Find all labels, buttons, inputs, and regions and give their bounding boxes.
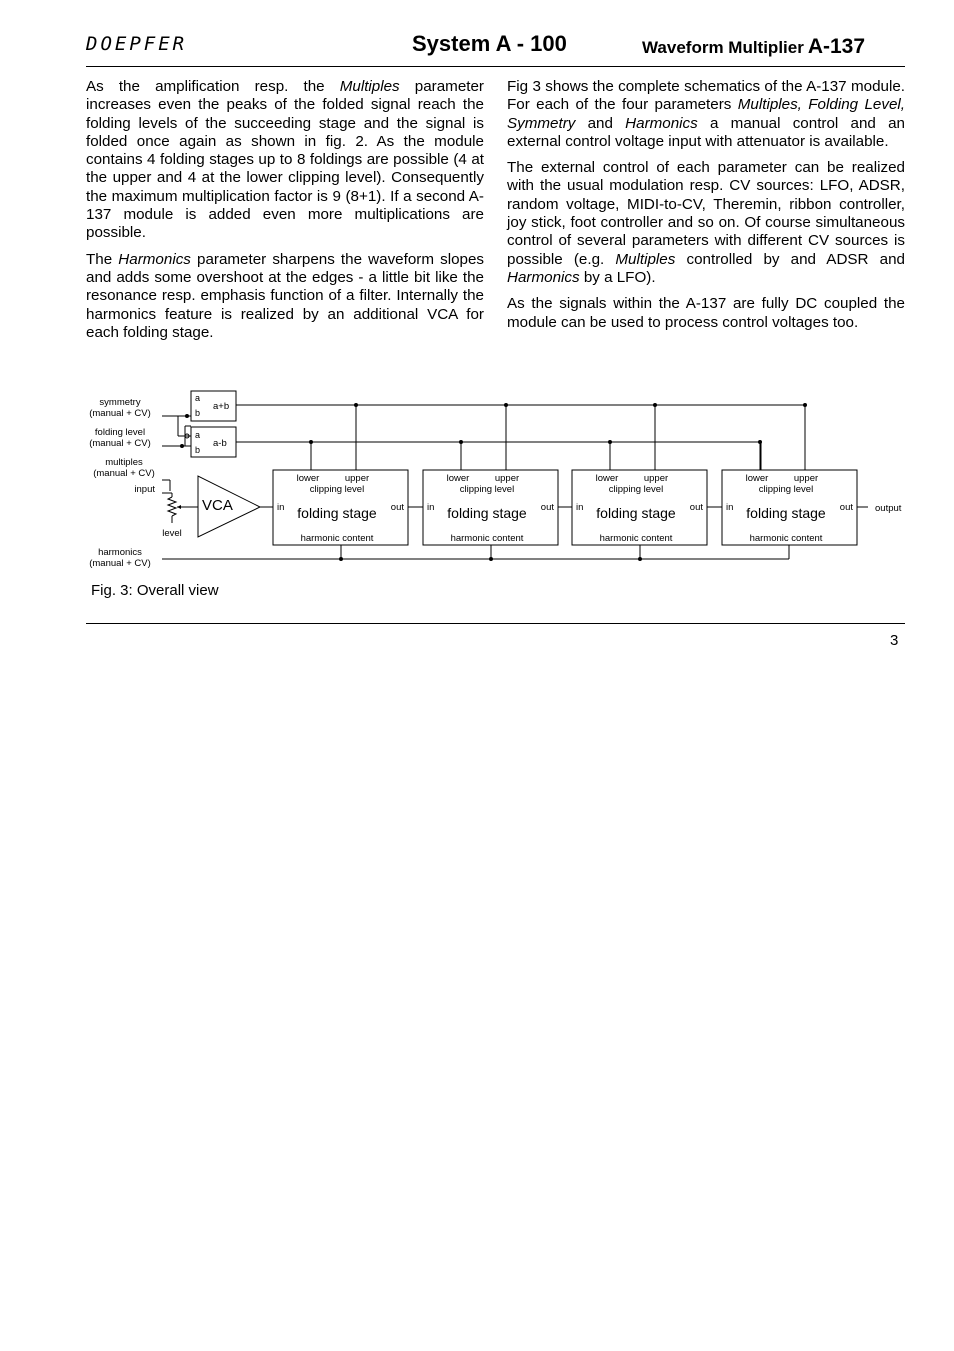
left-column: [86, 78, 484, 350]
diff-input-a: a: [195, 430, 201, 440]
stage-in-label: in: [277, 502, 285, 513]
harmonics-sub: (manual + CV): [89, 558, 151, 569]
text-run: The: [86, 250, 119, 268]
text-run: As the signals within the A-137 are fully DC coupled the module can be used to process control voltages too.: [507, 295, 905, 331]
stage-in-label: in: [726, 502, 734, 513]
harmonic-content-label: harmonic content: [749, 533, 823, 544]
harmonic-content-label: harmonic content: [300, 533, 374, 544]
text-run: Fig 3 shows the complete schematics of the A-137 module. For each of the four parameters: [507, 78, 905, 114]
upper-label: upper: [494, 473, 520, 484]
text-run: parameter sharpens the waveform slopes and adds some overshoot at the edges - a little bit like the resonance resp. emphasis function of a filter. Internally the harmonics feature is realized by an additional VCA for each folding stage.: [86, 250, 485, 341]
italic-term: Harmonics: [118, 250, 191, 268]
text-run: a manual control and an external control voltage input with attenuator is available.: [507, 114, 905, 150]
italic-term: Multiples, Folding Level, Symmetry: [507, 96, 905, 132]
module-title: [642, 35, 865, 59]
text-run: and: [575, 114, 626, 132]
input-label: input: [134, 484, 155, 495]
diff-input-b: b: [195, 445, 201, 455]
paragraph: [507, 159, 905, 287]
stage-out-label: out: [540, 502, 554, 513]
lower-label: lower: [446, 473, 470, 484]
text-run: As the amplification resp. the: [86, 78, 340, 95]
module-number: A-137: [807, 35, 866, 58]
figure-caption: Fig. 3: Overall view: [91, 582, 219, 599]
clipping-level-label: clipping level: [608, 484, 664, 495]
folding-stage-title: folding stage: [596, 505, 676, 521]
stage-out-label: out: [689, 502, 703, 513]
level-label: level: [162, 528, 182, 539]
italic-term: Multiples: [339, 78, 400, 95]
lower-label: lower: [745, 473, 769, 484]
upper-label: upper: [344, 473, 370, 484]
sum-input-b: b: [195, 408, 201, 418]
italic-term: Harmonics: [507, 268, 580, 286]
harmonic-content-label: harmonic content: [450, 533, 524, 544]
system-title: System A - 100: [412, 31, 567, 56]
text-run: controlled by and ADSR and: [675, 250, 905, 268]
text-run: The external control of each parameter can be realized with the usual modulation resp. CV sources: LFO, ADSR, random voltage, MIDI-to-CV, Theremin, ribbon controller, joy stick, foot controller and so on. Of course simultaneous control of several parameters with different CV sources is possible (e.g.: [507, 159, 905, 268]
module-name: Waveform Multiplier: [642, 38, 804, 57]
stage-in-label: in: [576, 502, 584, 513]
stage-out-label: out: [390, 502, 404, 513]
folding-stage-title: folding stage: [447, 505, 527, 521]
stage-out-label: out: [839, 502, 853, 513]
diff-label: a-b: [213, 438, 227, 449]
symmetry-label: symmetry: [99, 397, 141, 408]
folding-level-sub: (manual + CV): [89, 438, 151, 449]
footer-rule: [86, 623, 905, 624]
symmetry-sub: (manual + CV): [89, 408, 151, 419]
harmonic-content-label: harmonic content: [599, 533, 673, 544]
lower-label: lower: [595, 473, 619, 484]
multiples-label: multiples: [105, 457, 143, 468]
paragraph: [507, 295, 905, 332]
paragraph: [86, 78, 484, 243]
folding-level-label: folding level: [94, 427, 146, 438]
output-label: output: [875, 503, 902, 514]
lower-label: lower: [296, 473, 320, 484]
stage-in-label: in: [427, 502, 435, 513]
clipping-level-label: clipping level: [758, 484, 814, 495]
upper-label: upper: [793, 473, 819, 484]
right-column: [507, 78, 905, 340]
paragraph: [507, 78, 905, 151]
folding-stage-title: folding stage: [297, 505, 377, 521]
harmonics-label: harmonics: [98, 547, 142, 558]
upper-label: upper: [643, 473, 669, 484]
sum-input-a: a: [195, 393, 201, 403]
italic-term: Harmonics: [625, 114, 698, 132]
doepfer-logo: DOEPFER: [86, 33, 188, 55]
text-run: parameter increases even the peaks of the folded signal reach the folding levels of the succeeding stage and the signal is folded once again as shown in fig. 2. As the module contains 4 folding stages up to 8 foldings are possible (4 at the upper and 4 at the lower clipping level). Consequently the maximum multiplication factor is 9 (8+1). If a second A-137 module is added even more multiplications are possible.: [86, 78, 484, 242]
folding-stages: [273, 403, 857, 561]
page-number: 3: [890, 632, 899, 649]
clipping-level-label: clipping level: [309, 484, 365, 495]
text-run: by a LFO).: [579, 268, 656, 286]
folding-stage-title: folding stage: [746, 505, 826, 521]
header-rule: [86, 66, 905, 67]
vca-label: VCA: [202, 497, 233, 514]
multiples-sub: (manual + CV): [93, 468, 155, 479]
sum-label: a+b: [213, 401, 230, 412]
italic-term: Multiples: [615, 250, 676, 268]
block-diagram: [78, 385, 918, 580]
clipping-level-label: clipping level: [459, 484, 515, 495]
paragraph: [86, 251, 484, 342]
